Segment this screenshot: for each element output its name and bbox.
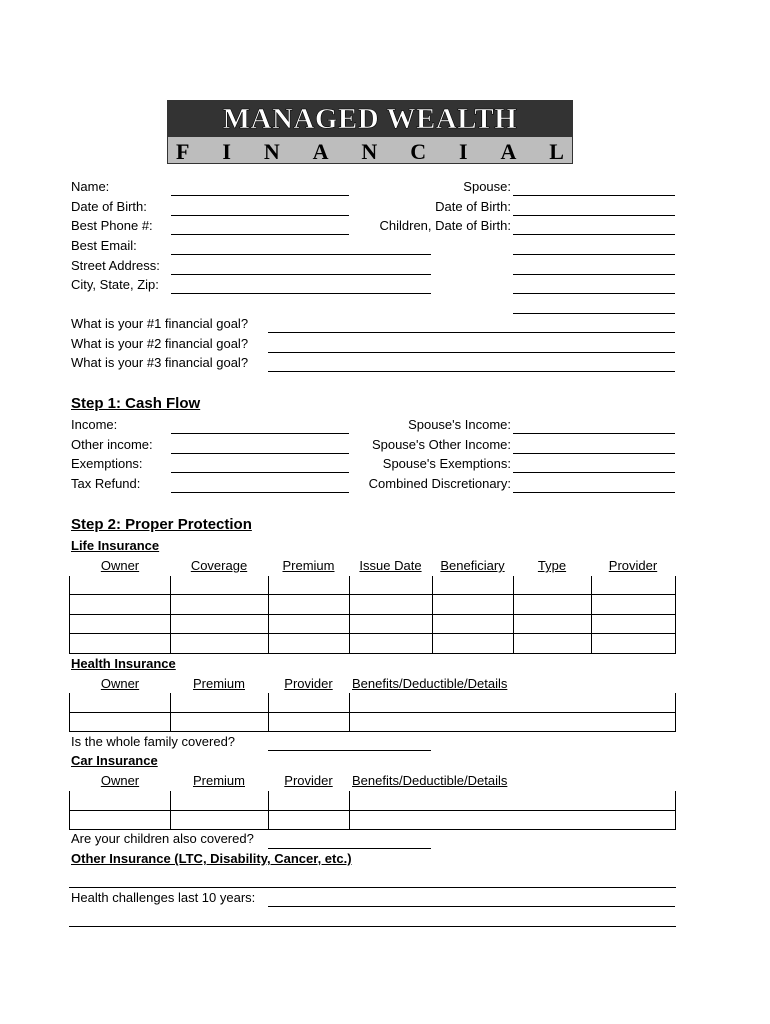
city-field[interactable]	[171, 293, 431, 294]
tax-refund-field[interactable]	[171, 492, 349, 493]
car-col-provider: Provider	[284, 773, 333, 788]
other-insurance-title: Other Insurance (LTC, Disability, Cancer, etc.)	[71, 851, 352, 866]
life-col-premium: Premium	[282, 558, 335, 573]
car-col-premium: Premium	[192, 773, 245, 788]
spouse-dob-field[interactable]	[513, 215, 675, 216]
spouse-dob-label: Date of Birth:	[435, 199, 511, 214]
car-col-owner: Owner	[100, 773, 140, 788]
children-covered-label: Are your children also covered?	[71, 831, 254, 846]
spouse-other-income-field[interactable]	[513, 453, 675, 454]
children-field-4[interactable]	[513, 293, 675, 294]
city-label: City, State, Zip:	[71, 277, 159, 292]
children-field-2[interactable]	[513, 254, 675, 255]
spouse-exemptions-field[interactable]	[513, 472, 675, 473]
health-challenges-field-1[interactable]	[268, 906, 675, 907]
goal-3-label: What is your #3 financial goal?	[71, 355, 249, 370]
goal-3-field[interactable]	[268, 371, 675, 372]
name-label: Name:	[71, 179, 110, 194]
other-income-label: Other income:	[71, 437, 153, 452]
life-col-beneficiary: Beneficiary	[440, 558, 505, 573]
street-field[interactable]	[171, 274, 431, 275]
goal-1-label: What is your #1 financial goal?	[71, 316, 249, 331]
logo-wordmark: MANAGED WEALTH	[167, 100, 573, 136]
children-covered-field[interactable]	[268, 848, 431, 849]
life-col-owner: Owner	[100, 558, 140, 573]
life-col-type: Type	[537, 558, 567, 573]
step1-title: Step 1: Cash Flow	[71, 395, 201, 412]
company-logo	[167, 100, 573, 164]
other-income-field[interactable]	[171, 453, 349, 454]
income-field[interactable]	[171, 433, 349, 434]
spouse-income-label: Spouse's Income:	[408, 417, 511, 432]
spouse-exemptions-label: Spouse's Exemptions:	[382, 456, 511, 471]
tax-refund-label: Tax Refund:	[71, 476, 141, 491]
spouse-label: Spouse:	[463, 179, 511, 194]
phone-field[interactable]	[171, 234, 349, 235]
health-col-owner: Owner	[100, 676, 140, 691]
children-field-1[interactable]	[513, 234, 675, 235]
health-col-provider: Provider	[284, 676, 333, 691]
family-covered-field[interactable]	[268, 750, 431, 751]
income-label: Income:	[71, 417, 118, 432]
children-field-5[interactable]	[513, 313, 675, 314]
life-insurance-title: Life Insurance	[71, 538, 160, 553]
family-covered-label: Is the whole family covered?	[71, 734, 236, 749]
goal-2-label: What is your #2 financial goal?	[71, 336, 249, 351]
street-label: Street Address:	[71, 258, 160, 273]
children-field-3[interactable]	[513, 274, 675, 275]
phone-label: Best Phone #:	[71, 218, 153, 233]
email-label: Best Email:	[71, 238, 137, 253]
other-insurance-field[interactable]	[69, 887, 676, 888]
name-field[interactable]	[171, 195, 349, 196]
email-field[interactable]	[171, 254, 431, 255]
goal-1-field[interactable]	[268, 332, 675, 333]
car-col-details: Benefits/Deductible/Details	[352, 773, 508, 788]
exemptions-field[interactable]	[171, 472, 349, 473]
dob-label: Date of Birth:	[71, 199, 147, 214]
health-challenges-field-2[interactable]	[69, 926, 676, 927]
life-col-issue-date: Issue Date	[359, 558, 422, 573]
combined-discretionary-field[interactable]	[513, 492, 675, 493]
life-col-coverage: Coverage	[190, 558, 248, 573]
health-col-premium: Premium	[192, 676, 245, 691]
children-label: Children, Date of Birth:	[379, 218, 511, 233]
spouse-other-income-label: Spouse's Other Income:	[371, 437, 511, 452]
health-challenges-label: Health challenges last 10 years:	[71, 890, 256, 905]
combined-discretionary-label: Combined Discretionary:	[368, 476, 511, 491]
exemptions-label: Exemptions:	[71, 456, 143, 471]
car-insurance-title: Car Insurance	[71, 753, 158, 768]
step2-title: Step 2: Proper Protection	[71, 516, 252, 533]
dob-field[interactable]	[171, 215, 349, 216]
logo-subtitle: F I N A N C I A L	[167, 136, 573, 164]
life-col-provider: Provider	[608, 558, 658, 573]
spouse-income-field[interactable]	[513, 433, 675, 434]
health-col-details: Benefits/Deductible/Details	[352, 676, 508, 691]
goal-2-field[interactable]	[268, 352, 675, 353]
health-insurance-title: Health Insurance	[71, 656, 176, 671]
spouse-field[interactable]	[513, 195, 675, 196]
